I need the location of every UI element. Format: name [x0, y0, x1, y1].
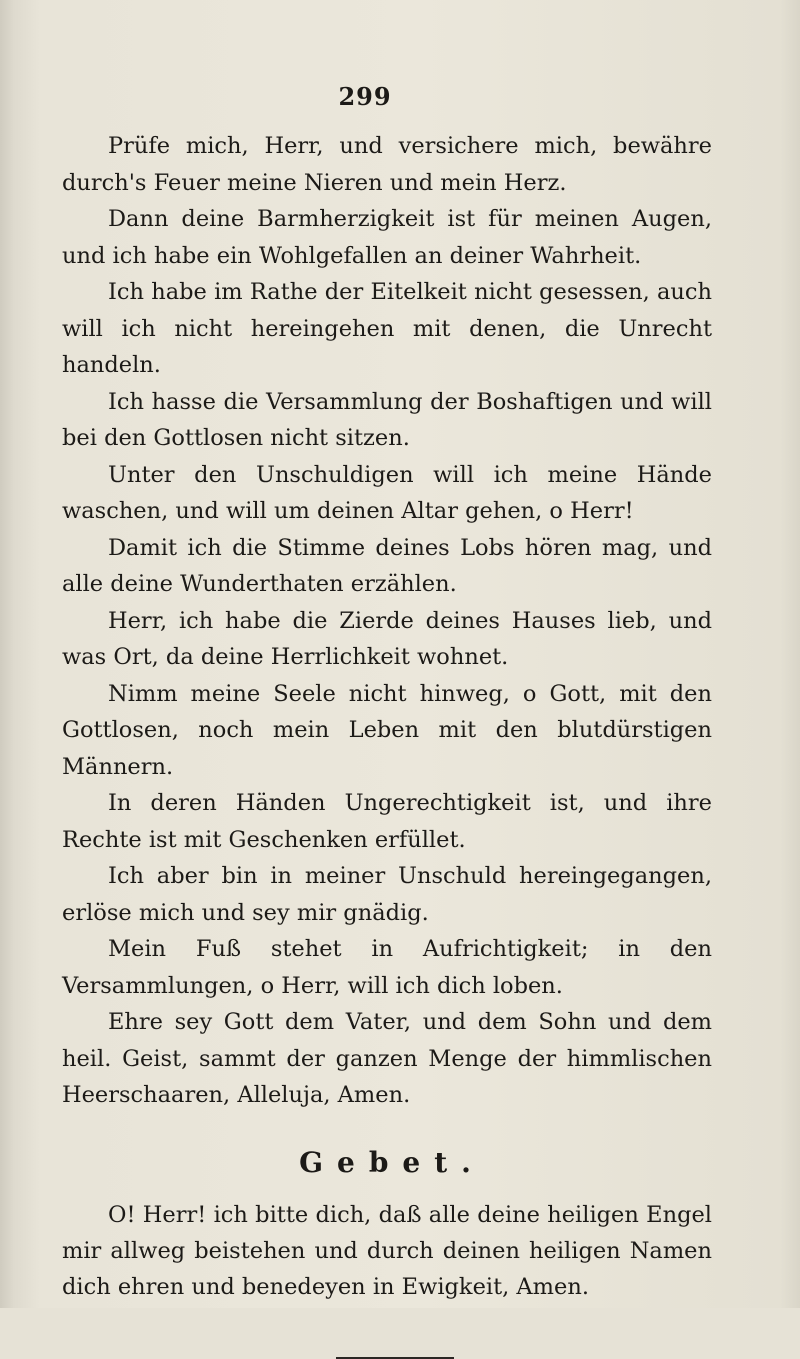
page-number: 299 — [338, 82, 392, 111]
verse: In deren Händen Ungerechtigkeit ist, und ihre Rechte ist mit Geschenken erfüllet. — [62, 790, 712, 853]
prayer-text: O! Herr! ich bitte dich, daß alle deine heiligen Engel mir allweg beistehen und durch deinen heiligen Namen dich ehren und benedeyen in Ewigkeit, Amen. — [62, 1201, 712, 1300]
verse: Ich aber bin in meiner Unschuld hereingegangen, erlöse mich und sey mir gnädig. — [62, 863, 712, 926]
verse: Ich hasse die Versammlung der Boshaftigen und will bei den Gottlosen nicht sitzen. — [62, 388, 712, 451]
verse: Dann deine Barmherzigkeit ist für meinen Augen, und ich habe ein Wohlgefallen an deiner Wahrheit. — [62, 206, 712, 269]
verse: Prüfe mich, Herr, und versichere mich, bewähre durch's Feuer meine Nieren und mein Herz. — [62, 133, 712, 196]
verse: Nimm meine Seele nicht hinweg, o Gott, mit den Gottlosen, noch mein Leben mit den blutdürstigen Männern. — [62, 680, 712, 780]
verse: Mein Fuß stehet in Aufrichtigkeit; in den Versammlungen, o Herr, will ich dich loben. — [62, 936, 712, 999]
verse: Ehre sey Gott dem Vater, und dem Sohn und dem heil. Geist, sammt der ganzen Menge der himmlischen Heerschaaren, Alleluja, Amen. — [62, 1009, 712, 1108]
verse: Herr, ich habe die Zierde deines Hauses lieb, und was Ort, da deine Herrlichkeit wohnet. — [62, 607, 712, 670]
verse: Damit ich die Stimme deines Lobs hören mag, und alle deine Wunderthaten erzählen. — [62, 534, 712, 597]
verse: Ich habe im Rathe der Eitelkeit nicht gesessen, auch will ich nicht hereingehen mit denen, die Unrecht handeln. — [62, 279, 712, 378]
psalm-text — [62, 128, 712, 1359]
end-divider — [336, 1357, 454, 1359]
verse: Unter den Unschuldigen will ich meine Hände waschen, und will um deinen Altar gehen, o Herr! — [62, 461, 712, 524]
prayer-heading: Gebet. — [299, 1145, 485, 1179]
